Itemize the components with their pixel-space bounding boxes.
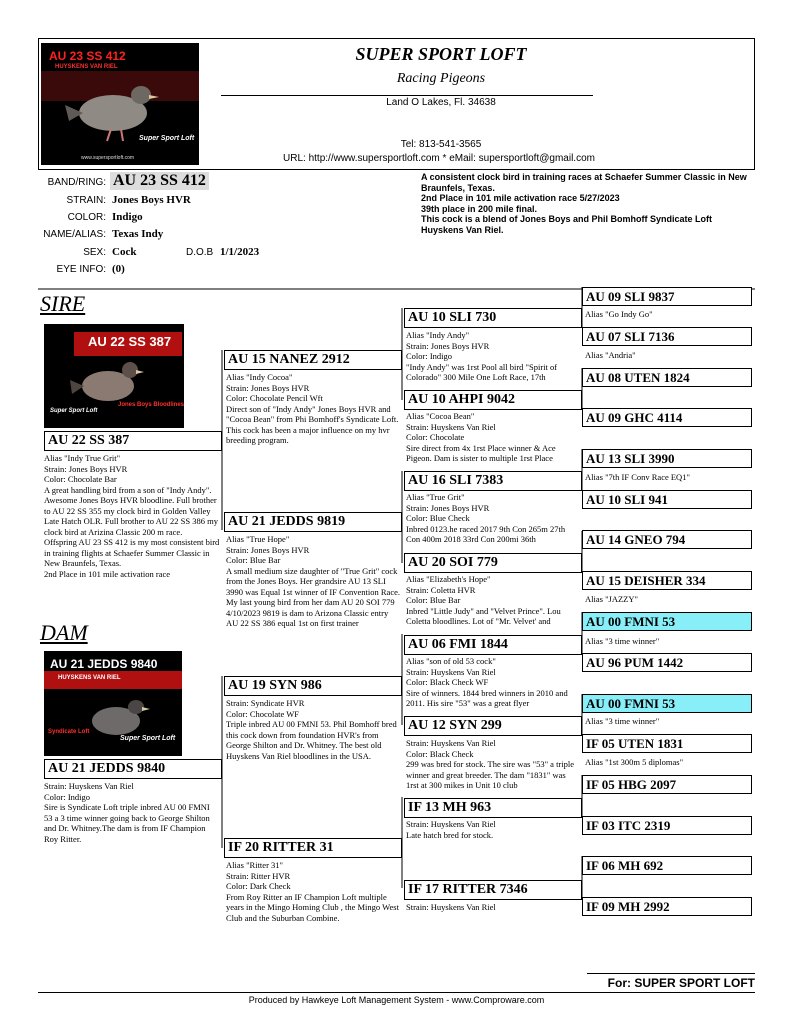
info-line: Strain: Jones Boys HVR (226, 544, 310, 555)
strain-value: Jones Boys HVR (112, 194, 191, 206)
gen4-band-box[interactable]: IF 03 ITC 2319 (582, 816, 752, 835)
gen3-info (406, 492, 580, 551)
sire-info-line: Offspring AU 23 SS 412 is my most consistent bird in training flights at Schaefer Summer Classic in New Braunfels, Texas. (44, 537, 220, 568)
gen4-alias: Alias "Go Indy Go" (585, 309, 653, 319)
alias-value: Texas Indy (112, 228, 164, 240)
info-line: From Roy Ritter an IF Champion Loft multiple years in the Mingo Homing Club , the Mingo West Club and the Suburban Combine. (226, 891, 399, 923)
photo-footer: www.supersportloft.com (81, 155, 135, 161)
strain-label: STRAIN: (66, 195, 106, 206)
gen4-alias: Alias "7th IF Conv Race EQ1" (585, 472, 690, 482)
gen3-band-box[interactable]: AU 10 SLI 730 (404, 308, 582, 328)
info-line: Alias "True Grit" (406, 492, 465, 502)
gen2-info (226, 698, 400, 784)
gen3-info (406, 574, 580, 633)
comment-line: 39th place in 200 mile final. (421, 203, 538, 214)
dam-photo-band: AU 21 JEDDS 9840 (50, 657, 158, 671)
info-line: Strain: Huyskens Van Riel (406, 421, 496, 432)
gen2-info (226, 860, 400, 934)
gen3-band-box[interactable]: AU 06 FMI 1844 (404, 635, 582, 655)
loft-phone: Tel: 813-541-3565 (400, 139, 482, 150)
info-line: Color: Blue Check (406, 513, 470, 523)
info-line: Color: Dark Check (226, 881, 291, 891)
info-line: Color: Black Check (406, 748, 474, 759)
info-line: Color: Chocolate (406, 432, 465, 442)
info-line: Direct son of "Indy Andy" Jones Boys HVR and "Cocoa Bean" from Phi Bomhoff's Syndicate Loft. This cock has been a major influence on my hvr breeding program. (226, 403, 399, 445)
info-line: Strain: Jones Boys HVR (406, 502, 490, 513)
dam-photo-strain: HUYSKENS VAN RIEL (58, 675, 121, 681)
info-line: 4/10/2023 9819 is dam to Arizona Classic entry AU 22 SS 386 equal 1st on first trainer (226, 607, 389, 628)
sire-info (44, 453, 220, 613)
info-line: Alias "Cocoa Bean" (406, 411, 475, 421)
gen3-info (406, 902, 580, 922)
info-line: Strain: Ritter HVR (226, 870, 291, 881)
gen2-band-box[interactable]: AU 19 SYN 986 (224, 676, 402, 696)
dam-info-line: Color: Indigo (44, 791, 91, 802)
gen4-band-box[interactable]: IF 06 MH 692 (582, 856, 752, 875)
gen3-band-box[interactable]: IF 13 MH 963 (404, 798, 582, 818)
gen4-alias: Alias "1st 300m 5 diplomas" (585, 757, 684, 767)
info-line: Color: Blue Bar (406, 595, 461, 605)
info-line: Color: Chocolate WF (226, 708, 300, 719)
gen2-info (226, 534, 400, 668)
photo-caption: Super Sport Loft (139, 135, 195, 142)
info-line: Alias "Indy Andy" (406, 330, 470, 340)
gen3-info (406, 330, 580, 388)
gen4-alias: Alias "3 time winner" (585, 636, 660, 646)
info-line: Strain: Jones Boys HVR (406, 340, 490, 351)
loft-contact: URL: http://www.supersportloft.com * eMail: supersportloft@gmail.com (283, 153, 595, 164)
gen3-band-box[interactable]: IF 17 RITTER 7346 (404, 880, 582, 900)
dam-photo-caption: Super Sport Loft (120, 735, 176, 742)
gen4-band-box[interactable]: AU 07 SLI 7136 (582, 327, 752, 346)
gen4-alias: Alias "3 time winner" (585, 716, 660, 726)
gen3-info (406, 656, 580, 715)
loft-location: Land O Lakes, Fl. 34638 (386, 97, 496, 108)
comment-line: 2nd Place in 101 mile activation race 5/27/2023 (421, 193, 620, 203)
gen3-band-box[interactable]: AU 20 SOI 779 (404, 553, 582, 573)
sire-photo-band: AU 22 SS 387 (88, 334, 172, 349)
info-line: Strain: Coletta HVR (406, 584, 476, 595)
info-line: Alias "son of old 53 cock" (406, 656, 496, 666)
dob-label: D.O.B (186, 247, 214, 258)
info-line: Alias "Indy Cocoa" (226, 372, 293, 382)
gen4-band-box[interactable]: AU 09 GHC 4114 (582, 408, 752, 427)
dam-band-box[interactable]: AU 21 JEDDS 9840 (44, 759, 222, 779)
sire-info-line: Strain: Jones Boys HVR (44, 463, 128, 474)
info-line: Triple inbred AU 00 FMNI 53. Phil Bomhoff bred this cock down from foundation HVR's from George Shilton and Dr. Whitney. The best old Huyskens Van Riel bloodlines in the USA. (226, 719, 397, 761)
info-line: Strain: Huyskens Van Riel (406, 666, 496, 677)
info-line: "Indy Andy" was 1rst Pool all bird "Spirit of Colorado" 300 Mile One Loft Race, 17th (406, 361, 558, 382)
info-line: Alias "Elizabeth's Hope" (406, 574, 491, 584)
sire-photo-tag: Jones Boys Bloodlines (118, 402, 184, 408)
info-line: Color: Chocolate Pencil Wft (226, 393, 323, 403)
produced-by: Produced by Hawkeye Loft Management System - www.Comproware.com (248, 995, 545, 1005)
comment-line: A consistent clock bird in training races at Schaefer Summer Classic in New Braunfels, Texas. (421, 172, 747, 193)
gen4-band-box[interactable]: AU 08 UTEN 1824 (582, 368, 752, 387)
dob-value: 1/1/2023 (220, 246, 260, 258)
band-label: BAND/RING: (47, 177, 106, 188)
sex-value: Cock (112, 246, 137, 258)
loft-name: SUPER SPORT LOFT (355, 44, 527, 64)
gen4-band-box-highlighted[interactable]: AU 00 FMNI 53 (582, 694, 752, 713)
sire-photo (44, 324, 184, 428)
photo-strain: HUYSKENS VAN RIEL (55, 64, 118, 70)
sire-info-line: A great handling bird from a son of "Indy Andy". Awesome Jones Boys HVR bloodline. Full brother to AU 22 SS 355 my clock bird in Golden Valley Late Hatch OLR. Full brother to AU 22 SS 386 my clock bird at Arizina Classic 200 m race. (44, 484, 219, 537)
gen3-band-box[interactable]: AU 12 SYN 299 (404, 716, 582, 736)
sire-info-line: Color: Chocolate Bar (44, 474, 117, 484)
dam-info-line: Strain: Huyskens Van Riel (44, 781, 134, 791)
for-label: For: SUPER SPORT LOFT (607, 976, 755, 990)
gen3-info (406, 411, 580, 469)
gen3-band-box[interactable]: AU 10 AHPI 9042 (404, 390, 582, 410)
info-line: Strain: Syndicate HVR (226, 698, 305, 708)
gen4-band-box[interactable]: IF 05 HBG 2097 (582, 775, 752, 794)
gen4-band-box[interactable]: AU 13 SLI 3990 (582, 449, 752, 468)
info-line: Strain: Huyskens Van Riel (406, 819, 496, 829)
gen2-band-box[interactable]: IF 20 RITTER 31 (224, 838, 402, 858)
gen4-band-box[interactable]: AU 14 GNEO 794 (582, 530, 752, 549)
for-divider (587, 973, 755, 974)
color-label: COLOR: (67, 212, 106, 223)
info-line: Alias "True Hope" (226, 534, 290, 544)
band-value: AU 23 SS 412 (110, 172, 209, 190)
photo-band: AU 23 SS 412 (49, 49, 126, 63)
sire-info-line: 2nd Place in 101 mile activation race (44, 568, 171, 579)
gen4-band-box[interactable]: AU 09 SLI 9837 (582, 287, 752, 306)
info-line: Color: Blue Bar (226, 555, 281, 565)
info-line: Strain: Jones Boys HVR (226, 382, 310, 393)
gen2-band-box[interactable]: AU 21 JEDDS 9819 (224, 512, 402, 532)
sire-band-box[interactable]: AU 22 SS 387 (44, 431, 222, 451)
dam-heading: DAM (40, 620, 88, 645)
gen3-info (406, 738, 580, 796)
gen4-alias: Alias "Andria" (585, 350, 636, 360)
gen2-band-box[interactable]: AU 15 NANEZ 2912 (224, 350, 402, 370)
color-value: Indigo (112, 211, 143, 223)
comment-line: This cock is a blend of Jones Boys and Phil Bomhoff Syndicate Loft Huyskens Van Riel. (421, 214, 713, 235)
dam-info (44, 781, 220, 857)
gen4-alias: Alias "JAZZY" (585, 594, 638, 604)
info-line: Inbred 0123.he raced 2017 9th Con 265m 27th Con 400m 2018 33rd Con 200mi 36th (406, 523, 566, 544)
gen4-band-box[interactable]: AU 96 PUM 1442 (582, 653, 752, 672)
gen4-band-box-highlighted[interactable]: AU 00 FMNI 53 (582, 612, 752, 631)
info-line: Late hatch bred for stock. (406, 829, 494, 840)
dam-photo (44, 651, 182, 756)
gen4-band-box[interactable]: IF 05 UTEN 1831 (582, 734, 752, 753)
sex-label: SEX: (83, 247, 106, 258)
dam-info-line: Sire is Syndicate Loft triple inbred AU 00 FMNI 53 a 3 time winner going back to George Shilton and Dr. Whitney.The dam is from IF Champion Roy Ritter. (44, 802, 210, 844)
footer-divider (38, 992, 755, 993)
gen4-band-box[interactable]: IF 09 MH 2992 (582, 897, 752, 916)
info-line: 299 was bred for stock. The sire was "53" a triple winner and great breeder. The dam "1831" was 1rst at 300 mikes in Unit 10 club (406, 759, 575, 790)
sire-photo-caption: Super Sport Loft (50, 408, 98, 414)
info-line: Inbred "Little Judy" and "Velvet Prince". Lou Coletta bloodlines. Lot of "Mr. Velvet' and (406, 605, 561, 626)
eye-value: (0) (112, 263, 125, 275)
loft-subtitle: Racing Pigeons (396, 71, 486, 86)
gen4-band-box[interactable]: AU 15 DEISHER 334 (582, 571, 752, 590)
info-line: A small medium size daughter of "True Grit" cock from the Jones Boys. Her grandsire AU 13 SLI 3990 was Equal 1st winner of IF Convention Race. (226, 565, 400, 597)
info-line: Color: Black Check WF (406, 677, 489, 687)
info-line: Strain: Huyskens Van Riel (406, 902, 496, 912)
info-line: Color: Indigo (406, 351, 453, 361)
dam-photo-tag: Syndicate Loft (48, 729, 90, 735)
gen3-band-box[interactable]: AU 16 SLI 7383 (404, 471, 582, 491)
gen2-info (226, 372, 400, 458)
gen4-band-box[interactable]: AU 10 SLI 941 (582, 490, 752, 509)
info-line: Alias "Ritter 31" (226, 860, 283, 870)
info-line: Sire direct from 4x 1rst Place winner & Ace Pigeon. Dam is sister to multiple 1rst Place (406, 442, 556, 463)
sire-heading: SIRE (40, 291, 86, 316)
sire-info-line: Alias "Indy True Grit" (44, 453, 121, 463)
info-line: Strain: Huyskens Van Riel (406, 738, 496, 748)
info-line: My last young bird from her dam AU 20 SOI 779 (226, 597, 395, 607)
gen3-info (406, 819, 580, 859)
alias-label: NAME/ALIAS: (43, 229, 106, 240)
info-line: Sire of winners. 1844 bred winners in 2010 and 2011. His sire "53" was a great flyer (406, 687, 568, 708)
eye-label: EYE INFO: (56, 264, 106, 275)
